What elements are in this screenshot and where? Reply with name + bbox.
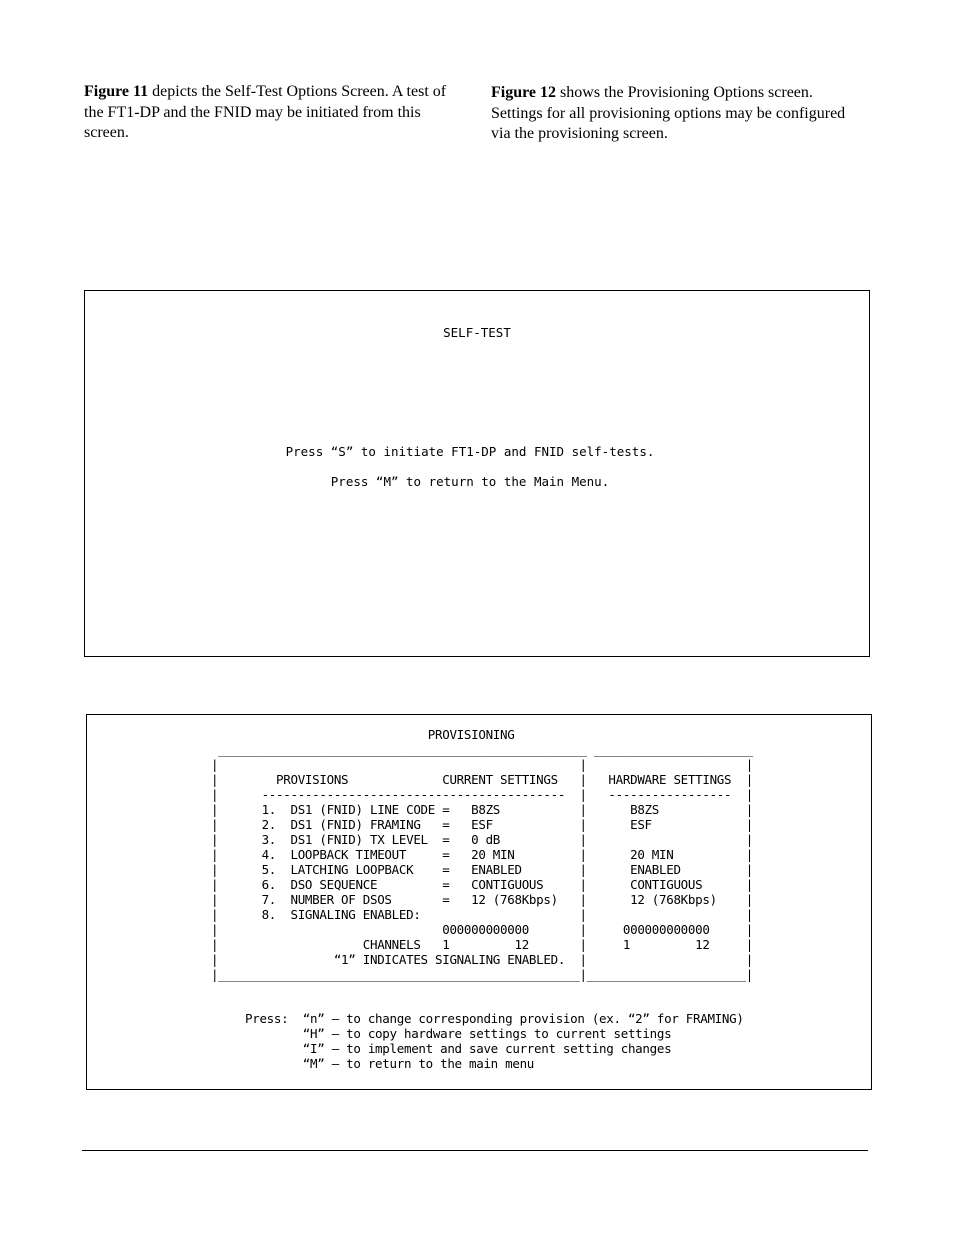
figure-12-description — [491, 83, 861, 145]
provisioning-screen — [86, 714, 872, 1090]
figure-12-label: Figure 12 — [491, 84, 557, 101]
self-test-instruction-start: Press “S” to initiate FT1-DP and FNID self-tests. — [285, 444, 655, 459]
self-test-title: SELF-TEST — [443, 325, 511, 340]
figure-11-description — [84, 82, 454, 144]
footer-divider — [82, 1150, 868, 1151]
self-test-instruction-return: Press “M” to return to the Main Menu. — [330, 474, 610, 489]
provisioning-table: PROVISIONING ___________________________________________________ ______________________ | | | | PROVISIONS CURRENT SETTINGS | HARDWARE SETTINGS | | ------------------------------------------ | ----------------- | | 1. DS1 (FNID) LINE CODE = B8ZS | B8ZS | | 2. DS1 (FNID) FRAMING = ESF | ESF | | 3. DS1 (FNID) TX LEVEL = 0 dB | | | 4. LOOPBACK TIMEOUT = 20 MIN | 20 MIN | | 5. LATCHING LOOPBACK = ENABLED | ENABLED | | 6. DSO SEQUENCE = CONTIGUOUS | CONTIGUOUS | | 7. NUMBER OF DSOS = 12 (768Kbps) | 12 (768Kbps) | | 8. SIGNALING ENABLED: | | | 000000000000 | 000000000000 | | CHANNELS 1 12 | 1 12 | | “1” INDICATES SIGNALING ENABLED. | | |__________________________________________________|______________________| — [211, 727, 753, 982]
provisioning-key-instructions: Press: “n” – to change corresponding provision (ex. “2” for FRAMING) “H” – to copy hardware settings to current settings “I” – to implement and save current setting changes “M” – to return to the main menu — [245, 1011, 744, 1071]
self-test-screen — [84, 290, 870, 657]
figure-12-text: shows the Provisioning Options screen. Settings for all provisioning options may be configured via the provisioning screen. — [491, 84, 846, 142]
figure-11-label: Figure 11 — [84, 83, 149, 100]
figure-11-text: depicts the Self-Test Options Screen. A test of the FT1-DP and the FNID may be initiated from this screen. — [84, 83, 447, 141]
